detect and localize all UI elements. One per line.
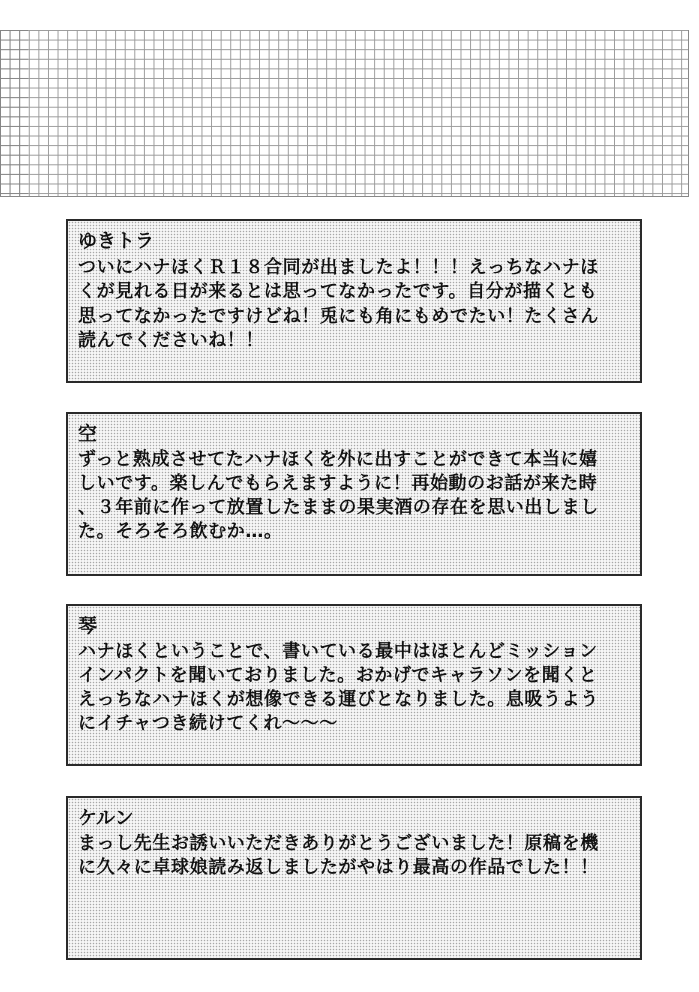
message-line: 、３年前に作って放置したままの果実酒の存在を思い出しまし bbox=[78, 497, 599, 518]
message-line: ハナほくということで、書いている最中はほとんどミッション bbox=[78, 641, 598, 662]
message-line: まっし先生お誘いいただきありがとうございました！原稿を機 bbox=[78, 833, 599, 854]
message-line: ずっと熟成させてたハナほくを外に出すことができて本当に嬉 bbox=[78, 449, 598, 470]
message-line: しいです。楽しんでもらえますように！再始動のお話が来た時 bbox=[78, 473, 598, 494]
message-line: にイチャつき続けてくれ〜〜〜 bbox=[78, 713, 338, 734]
author-name: 空 bbox=[78, 423, 98, 445]
author-name: ケルン bbox=[78, 807, 134, 829]
author-name: 琴 bbox=[78, 615, 98, 637]
message-line: くが見れる日が来るとは思ってなかったです。自分が描くとも bbox=[78, 281, 598, 302]
message-line: インパクトを聞いておりました。おかげでキャラソンを聞くと bbox=[78, 665, 598, 686]
message-line: た。そろそろ飲むか…。 bbox=[78, 521, 283, 542]
message-box-koto bbox=[66, 604, 642, 766]
author-name: ゆきトラ bbox=[78, 230, 155, 252]
message-line: えっちなハナほくが想像できる運びとなりました。息吸うよう bbox=[78, 689, 599, 710]
message-line: 読んでくださいね！！ bbox=[78, 330, 264, 351]
message-line: 思ってなかったですけどね！兎にも角にもめでたい！たくさん bbox=[78, 305, 599, 327]
message-box-kerun bbox=[66, 796, 642, 960]
message-box-yukitora bbox=[66, 219, 642, 383]
header-grid-pattern bbox=[0, 30, 689, 197]
message-line: に久々に卓球娘読み返しましたがやはり最高の作品でした！！ bbox=[78, 857, 599, 878]
message-box-sora bbox=[66, 412, 642, 576]
message-line: ついにハナほくＲ１８合同が出ましたよ！！！えっちなハナほ bbox=[78, 256, 599, 278]
